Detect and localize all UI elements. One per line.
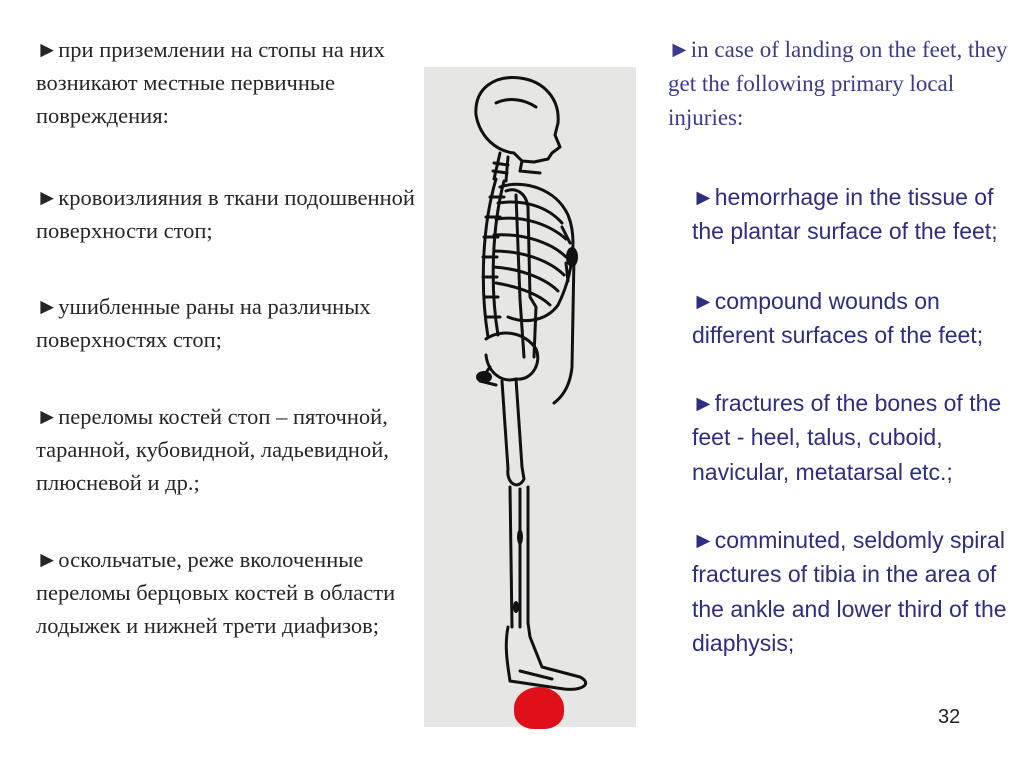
english-item-hemorrhage: ►hemorrhage in the tissue of the plantar surface of the feet; xyxy=(692,184,998,245)
english-heading: ►in case of landing on the feet, they get the following primary local injuries: xyxy=(668,37,1008,130)
russian-item-wounds: ►ушибленные раны на различных поверхностях стоп; xyxy=(36,294,371,352)
english-item-wounds: ►compound wounds on different surfaces of the feet; xyxy=(692,288,984,349)
impact-marker xyxy=(514,687,564,729)
russian-item-comminuted: ►оскольчатые, реже вколоченные переломы берцовых костей в области лодыжек и нижней трети диафизов; xyxy=(36,547,396,638)
page-number: 32 xyxy=(938,706,961,728)
english-item-fractures: ►fractures of the bones of the feet - heel, talus, cuboid, navicular, metatarsal etc.; xyxy=(692,390,1002,485)
english-item-comminuted: ►comminuted, seldomly spiral fractures of tibia in the area of the ankle and lower third of the diaphysis; xyxy=(692,527,1007,657)
russian-item-fractures: ►переломы костей стоп – пяточной, таранной, кубовидной, ладьевидной, плюсневой и др.; xyxy=(36,404,389,495)
russian-heading: ►при приземлении на стопы на них возникают местные первичные повреждения: xyxy=(36,37,385,128)
skeleton-illustration xyxy=(424,67,636,727)
skeleton-figure xyxy=(424,67,636,727)
russian-item-hemorrhage: ►кровоизлияния в ткани подошвенной поверхности стоп; xyxy=(36,185,415,243)
